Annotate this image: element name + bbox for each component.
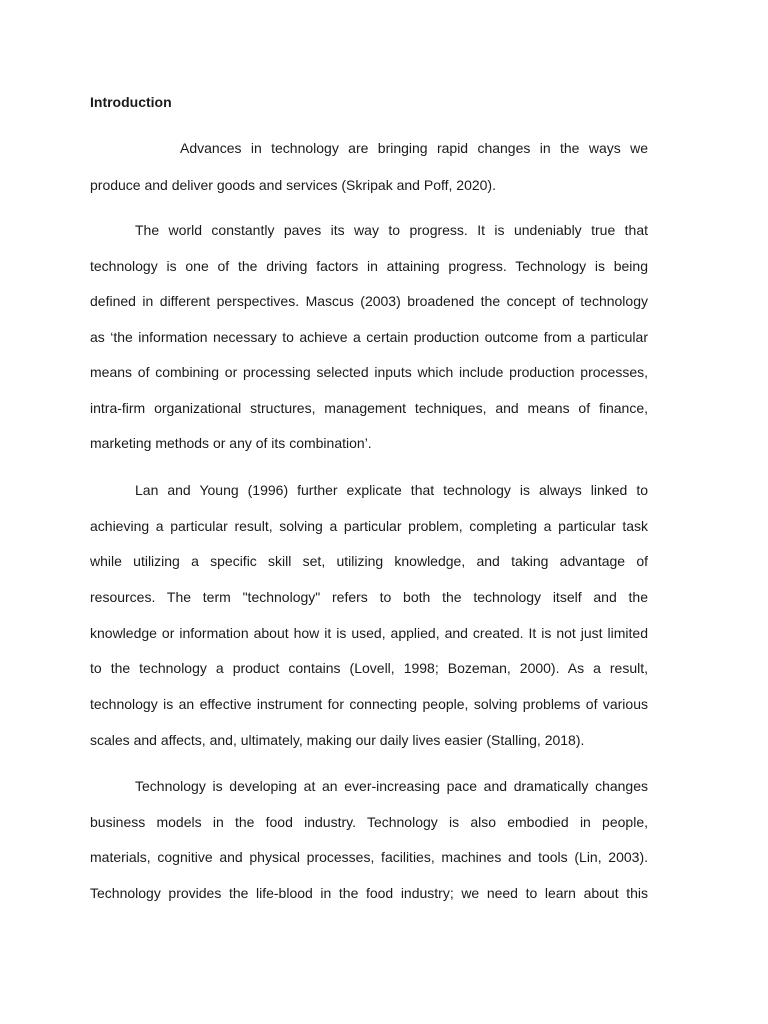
paragraph-3-line-5: knowledge or information about how it is used, applied, and created. It is not just limited xyxy=(90,625,648,641)
paragraph-4-line-4: Technology provides the life-blood in the food industry; we need to learn about this xyxy=(90,885,648,901)
paragraph-3-line-3: while utilizing a specific skill set, utilizing knowledge, and taking advantage of xyxy=(90,553,648,569)
paragraph-2-line-6: intra-firm organizational structures, management techniques, and means of finance, xyxy=(90,400,648,416)
paragraph-4-line-3: materials, cognitive and physical processes, facilities, machines and tools (Lin, 2003). xyxy=(90,849,648,865)
paragraph-3-line-8: scales and affects, and, ultimately, making our daily lives easier (Stalling, 2018). xyxy=(90,732,585,748)
paragraph-2-line-1: The world constantly paves its way to progress. It is undeniably true that xyxy=(135,222,648,238)
paragraph-1-line-1: Advances in technology are bringing rapid changes in the ways we xyxy=(180,140,648,156)
paragraph-2-line-3: defined in different perspectives. Mascus (2003) broadened the concept of technology xyxy=(90,293,648,309)
paragraph-2-line-4: as ‘the information necessary to achieve a certain production outcome from a particular xyxy=(90,329,648,345)
paragraph-4-line-1: Technology is developing at an ever-increasing pace and dramatically changes xyxy=(135,778,648,794)
paragraph-3-line-6: to the technology a product contains (Lovell, 1998; Bozeman, 2000). As a result, xyxy=(90,660,648,676)
section-heading: Introduction xyxy=(90,94,172,110)
paragraph-1-line-2: produce and deliver goods and services (Skripak and Poff, 2020). xyxy=(90,177,496,193)
paragraph-3-line-1: Lan and Young (1996) further explicate that technology is always linked to xyxy=(135,482,648,498)
paragraph-3-line-2: achieving a particular result, solving a particular problem, completing a particular task xyxy=(90,518,648,534)
paragraph-3-line-7: technology is an effective instrument for connecting people, solving problems of various xyxy=(90,696,648,712)
paragraph-2-line-7: marketing methods or any of its combination’. xyxy=(90,435,372,451)
paragraph-2-line-5: means of combining or processing selected inputs which include production processes, xyxy=(90,364,648,380)
paragraph-4-line-2: business models in the food industry. Technology is also embodied in people, xyxy=(90,814,648,830)
paragraph-2-line-2: technology is one of the driving factors in attaining progress. Technology is being xyxy=(90,258,648,274)
paragraph-3-line-4: resources. The term "technology" refers to both the technology itself and the xyxy=(90,589,648,605)
